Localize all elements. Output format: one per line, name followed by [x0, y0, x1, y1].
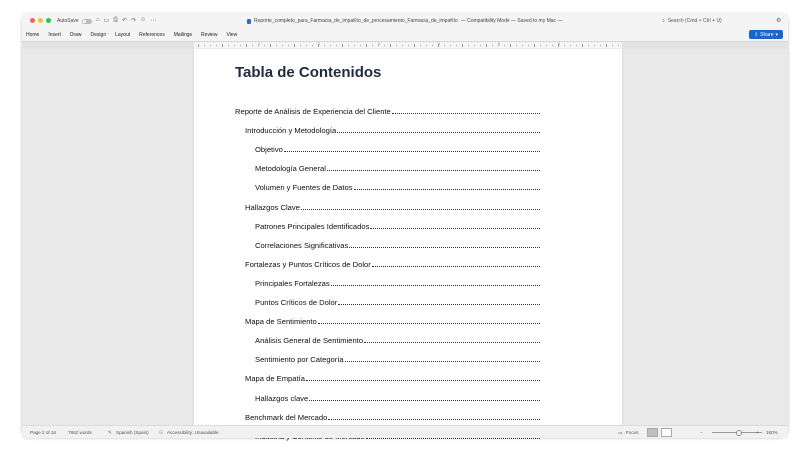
ruler-tick — [342, 44, 343, 47]
zoom-level[interactable]: 180% — [766, 430, 778, 435]
toc-dot-leader — [284, 145, 540, 152]
autosave — [57, 18, 92, 24]
toc-entry[interactable] — [255, 297, 540, 307]
toc-entry-text: Fortalezas y Puntos Críticos de Dolor — [245, 259, 371, 269]
window-controls — [30, 18, 51, 23]
toc-dot-leader — [328, 413, 540, 420]
toc-entry-text: Puntos Críticos de Dolor — [255, 298, 338, 307]
toc-entry-text: Patrones Principales Identificados — [255, 221, 370, 231]
close-window-button[interactable] — [30, 18, 35, 23]
toc-dot-leader — [364, 336, 540, 343]
settings-icon[interactable]: ⚙ — [776, 18, 782, 24]
search-icon: ⌕ — [662, 18, 665, 24]
ruler-tick — [354, 45, 355, 46]
toc-entry-text: Objetivo — [255, 145, 283, 155]
page-count[interactable]: Page 2 of 34 — [30, 430, 57, 435]
toc-entry[interactable] — [255, 278, 540, 288]
toc-dot-leader — [370, 222, 540, 229]
ruler-tick — [222, 44, 223, 47]
ruler-tick — [366, 44, 367, 47]
ruler-tick — [576, 45, 577, 46]
print-layout-view-button[interactable] — [647, 428, 658, 437]
ruler-number: 1 — [258, 42, 260, 46]
ruler-tick — [510, 44, 511, 47]
ruler-tick — [408, 45, 409, 46]
ruler-tick — [282, 45, 283, 46]
ruler-tick — [540, 45, 541, 46]
word-count[interactable]: 7862 words — [68, 430, 92, 435]
document-page[interactable] — [194, 49, 622, 425]
toc-entry[interactable] — [245, 125, 540, 135]
web-layout-view-button[interactable] — [661, 428, 672, 437]
ruler-tick — [390, 44, 391, 47]
toc-entry[interactable] — [255, 393, 540, 403]
home-icon[interactable]: ⌂ — [96, 17, 100, 23]
toc-entry-text: Introducción y Metodología — [245, 126, 337, 136]
document-title — [247, 18, 562, 24]
toc-dot-leader — [354, 183, 540, 190]
toc-dot-leader — [306, 374, 540, 381]
toc-entry-text: Volumen y Fuentes de Datos — [255, 183, 353, 193]
toc-entry-text: Principales Fortalezas — [255, 278, 330, 288]
tab-draw[interactable]: Draw — [69, 32, 82, 38]
ruler-tick — [324, 45, 325, 46]
ruler-tick — [372, 45, 373, 46]
ruler-tick — [246, 44, 247, 47]
language[interactable]: Spanish (Spain) — [116, 430, 149, 435]
ruler-number: 6 — [558, 42, 560, 46]
toc-dot-leader — [337, 126, 540, 133]
toc-title: Tabla de Contenidos — [235, 64, 382, 81]
toc-entry[interactable] — [255, 335, 540, 345]
ruler-tick — [420, 45, 421, 46]
tab-mailings[interactable]: Mailings — [173, 32, 193, 38]
ruler-tick — [300, 45, 301, 46]
ruler-number: 4 — [438, 42, 440, 46]
toc-entry[interactable] — [235, 106, 540, 116]
chevron-down-icon: ▾ — [775, 31, 779, 38]
toc-dot-leader — [331, 279, 540, 286]
toc-dot-leader — [338, 298, 540, 305]
tab-insert[interactable]: Insert — [48, 32, 61, 38]
compatibility-status: — Compatibility Mode — Saved to my Mac — — [460, 18, 563, 24]
toc-entry[interactable] — [245, 373, 540, 383]
toc-entry-text: Benchmark del Mercado — [245, 412, 328, 422]
share-icon: ⇪ — [753, 31, 759, 38]
ruler-number: 3 — [378, 42, 380, 46]
ruler-tick — [234, 45, 235, 46]
ruler-tick — [468, 45, 469, 46]
save-icon[interactable]: ▭ — [103, 18, 110, 24]
ruler-tick — [336, 45, 337, 46]
ruler-tick — [198, 44, 199, 47]
ruler-tick — [402, 45, 403, 46]
ruler-tick — [570, 45, 571, 46]
toc-dot-leader — [349, 241, 540, 248]
more-icon[interactable]: ⋯ — [150, 18, 157, 24]
toc-entry[interactable] — [245, 259, 540, 269]
word-doc-icon — [247, 19, 251, 24]
toc-entry-text: Sentimiento por Categoría — [255, 355, 344, 365]
focus-icon[interactable]: ▭ — [618, 430, 623, 435]
zoom-out-icon[interactable]: − — [700, 430, 703, 435]
toc-entry-text: Metodología General — [255, 164, 326, 174]
accessibility-icon[interactable]: ⚇ — [159, 430, 164, 435]
toc-entry[interactable] — [245, 412, 540, 422]
zoom-in-icon[interactable]: + — [756, 430, 759, 435]
toc-entry[interactable] — [255, 182, 540, 192]
zoom-slider[interactable] — [712, 432, 762, 433]
toc-entry[interactable] — [255, 221, 540, 231]
toc-entry-text: Mapa de Sentimiento — [245, 317, 317, 327]
tab-review[interactable]: Review — [201, 32, 218, 38]
accessibility-status[interactable]: Accessibility: Unavailable — [167, 430, 219, 435]
ribbon — [22, 30, 788, 41]
tab-design[interactable]: Design — [90, 32, 107, 38]
ruler-tick — [312, 45, 313, 46]
toc-entry[interactable] — [255, 163, 540, 173]
ruler-tick — [384, 45, 385, 46]
status-bar — [22, 425, 788, 438]
undo-icon[interactable]: ↶ — [122, 18, 128, 24]
ruler-tick — [426, 45, 427, 46]
tab-layout[interactable]: Layout — [115, 32, 131, 38]
toc-dot-leader — [318, 317, 540, 324]
ruler-tick — [432, 45, 433, 46]
ruler-tick — [306, 45, 307, 46]
ruler-tick — [474, 45, 475, 46]
toc-dot-leader — [392, 107, 540, 114]
ruler-tick — [606, 44, 607, 47]
toc-dot-leader — [372, 260, 540, 267]
ruler-tick — [330, 45, 331, 46]
ruler-tick — [600, 45, 601, 46]
search-box[interactable] — [662, 18, 722, 24]
quick-access-toolbar — [96, 17, 156, 24]
search-placeholder: Search (Cmd + Ctrl + U) — [667, 18, 722, 24]
toc-entry[interactable] — [255, 354, 540, 364]
zoom-window-button[interactable] — [46, 18, 51, 23]
toc-entry[interactable] — [245, 316, 540, 326]
ruler-tick — [612, 45, 613, 46]
tab-references[interactable]: References — [139, 32, 165, 38]
toc-entry[interactable] — [255, 144, 540, 154]
document-filename: Reporte_completo_para_Farmacia_de_impaKto_de_procesamiento_Farmacia_de_impaKto — [254, 18, 458, 24]
share-label: Share — [760, 31, 774, 38]
toc-entry[interactable] — [255, 240, 540, 250]
ruler-tick — [552, 45, 553, 46]
ruler-tick — [522, 45, 523, 46]
ruler-number: 2 — [318, 42, 320, 46]
ruler-number: 5 — [498, 42, 500, 46]
ruler-tick — [264, 45, 265, 46]
ruler-tick — [618, 45, 619, 46]
ruler-page-area — [194, 42, 622, 49]
minimize-window-button[interactable] — [38, 18, 43, 23]
ruler-tick — [588, 45, 589, 46]
ruler-tick — [582, 44, 583, 47]
ruler-tick — [294, 44, 295, 47]
toc-entry-text: Hallazgos clave — [255, 393, 309, 403]
toc-dot-leader — [327, 164, 540, 171]
autosave-label: AutoSave — [57, 18, 79, 24]
document-canvas[interactable] — [22, 49, 788, 425]
tab-view[interactable]: View — [226, 32, 238, 38]
ruler-tick — [516, 45, 517, 46]
customize-icon[interactable]: ☺ — [140, 17, 147, 23]
ruler-tick — [594, 45, 595, 46]
ruler-tick — [444, 45, 445, 46]
ruler-tick — [504, 45, 505, 46]
ruler-tick — [456, 45, 457, 46]
redo-icon[interactable]: ↷ — [131, 18, 137, 24]
print-icon[interactable]: ⎙ — [113, 17, 119, 23]
autosave-toggle[interactable] — [82, 19, 92, 24]
ruler-tick — [528, 45, 529, 46]
ruler-tick — [480, 45, 481, 46]
ruler-tick — [270, 44, 271, 47]
proofing-icon[interactable]: ✎ — [108, 430, 112, 435]
zoom-slider-knob[interactable] — [736, 430, 742, 436]
ruler-tick — [396, 45, 397, 46]
ruler-tick — [204, 45, 205, 46]
toc-dot-leader — [309, 394, 540, 401]
ruler-tick — [486, 44, 487, 47]
toc-dot-leader — [301, 203, 540, 210]
toc-entry[interactable] — [245, 202, 540, 212]
ruler-tick — [492, 45, 493, 46]
ruler-tick — [252, 45, 253, 46]
toc-dot-leader — [345, 355, 540, 362]
ruler-tick — [216, 45, 217, 46]
ruler-tick — [210, 45, 211, 46]
title-bar — [22, 13, 788, 30]
toc-entry-text: Análisis General de Sentimiento — [255, 336, 364, 346]
ruler-tick — [240, 45, 241, 46]
ruler-tick — [564, 45, 565, 46]
ruler-tick — [414, 44, 415, 47]
ruler-tick — [228, 45, 229, 46]
ruler-tick — [360, 45, 361, 46]
tab-home[interactable]: Home — [26, 32, 40, 38]
share-button[interactable] — [749, 30, 783, 39]
focus-label[interactable]: Focus — [626, 430, 639, 435]
ruler-tick — [546, 45, 547, 46]
ruler-tick — [450, 45, 451, 46]
toc-entry-text: Correlaciones Significativas — [255, 240, 349, 250]
ruler-tick — [348, 45, 349, 46]
ruler-tick — [462, 44, 463, 47]
word-window — [22, 13, 788, 437]
ruler-tick — [534, 44, 535, 47]
toc-entry-text: Mapa de Empatía — [245, 374, 305, 384]
ruler-tick — [288, 45, 289, 46]
ruler-tick — [276, 45, 277, 46]
toc-entry-text: Hallazgos Clave — [245, 202, 300, 212]
toc-entry-text: Reporte de Análisis de Experiencia del Cliente — [235, 107, 391, 116]
ribbon-tabs — [26, 32, 246, 38]
